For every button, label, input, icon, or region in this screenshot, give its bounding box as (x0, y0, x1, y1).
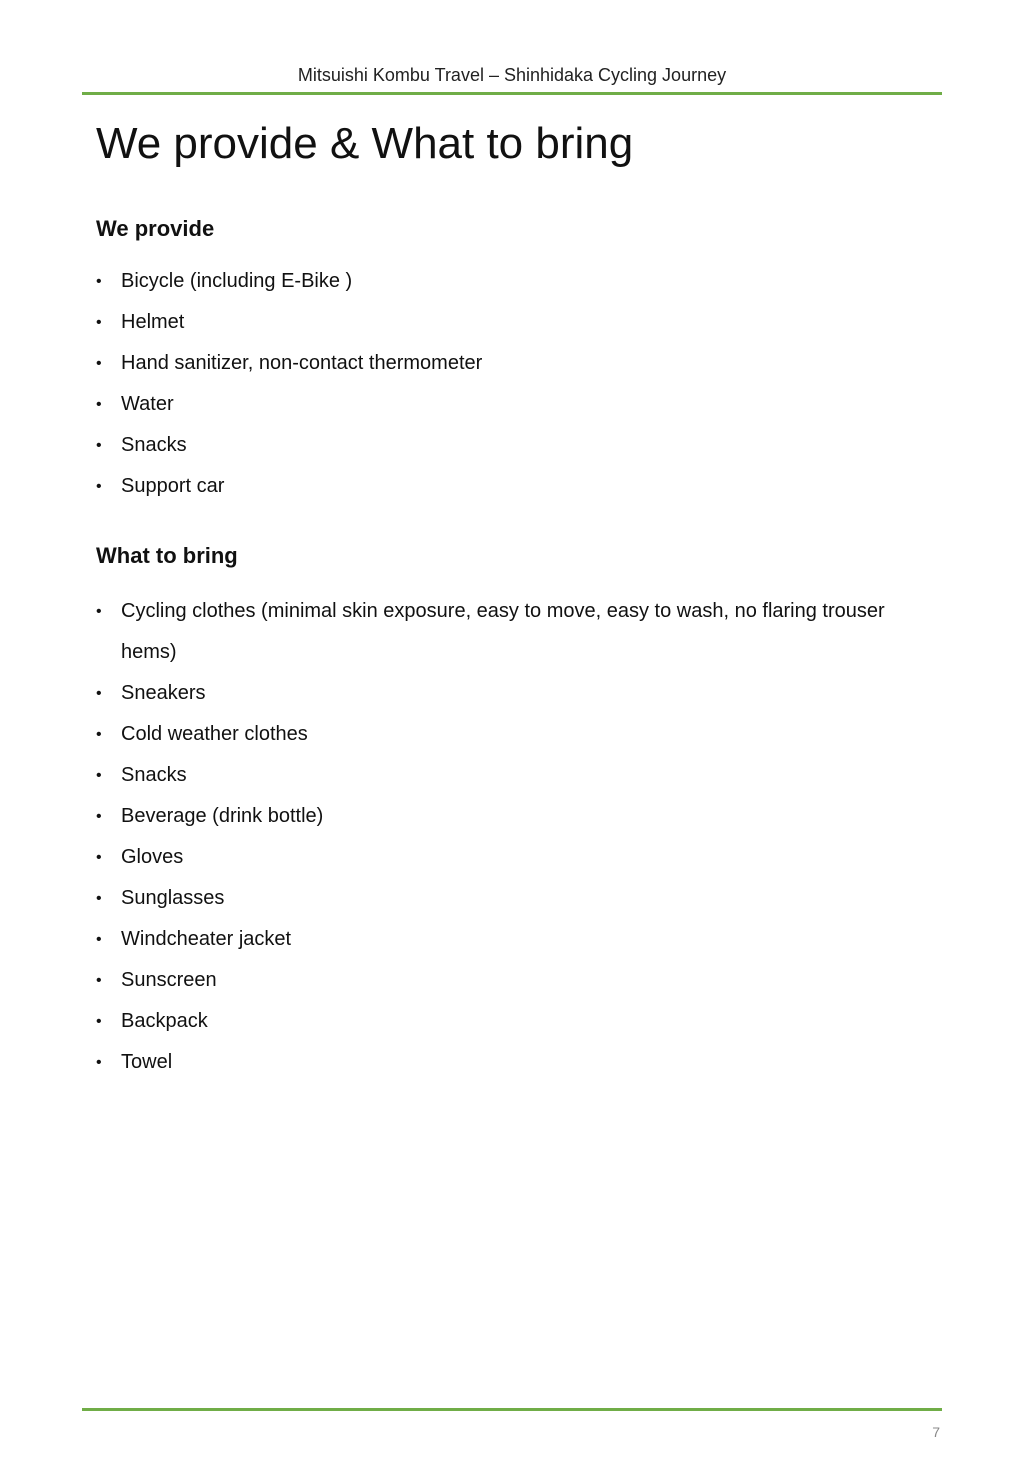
bullet-icon: • (96, 396, 102, 413)
list-item-text: Bicycle (including E-Bike ) (121, 270, 353, 292)
what-to-bring-list (96, 591, 926, 1083)
list-item-text: Snacks (121, 764, 187, 786)
bullet-icon: • (96, 931, 102, 948)
list-item-text: Sunscreen (121, 969, 217, 991)
section-heading-we-provide: We provide (96, 216, 215, 241)
list-item-text: Support car (121, 475, 225, 497)
bullet-icon: • (96, 478, 102, 495)
bullet-icon: • (96, 849, 102, 866)
list-item (96, 261, 926, 302)
bullet-icon: • (96, 972, 102, 989)
list-item (96, 591, 926, 673)
bullet-icon: • (96, 603, 102, 620)
bullet-icon: • (96, 1013, 102, 1030)
list-item (96, 384, 926, 425)
list-item-text: Cold weather clothes (121, 723, 308, 745)
list-item (96, 466, 926, 507)
we-provide-list (96, 261, 926, 507)
bullet-icon: • (96, 437, 102, 454)
bullet-icon: • (96, 355, 102, 372)
list-item-text: Hand sanitizer, non-contact thermometer (121, 352, 483, 374)
list-item-text: Towel (121, 1051, 173, 1073)
bullet-icon: • (96, 685, 102, 702)
page-title: We provide & What to bring (96, 119, 634, 168)
list-item-text: Beverage (drink bottle) (121, 805, 324, 827)
list-item (96, 673, 926, 714)
list-item-text: Helmet (121, 311, 185, 333)
header-divider (82, 92, 942, 95)
list-item-text: Sneakers (121, 682, 206, 704)
running-header: Mitsuishi Kombu Travel – Shinhidaka Cycling Journey (297, 65, 727, 85)
list-item-text: Windcheater jacket (121, 928, 292, 950)
bullet-icon: • (96, 314, 102, 331)
list-item (96, 878, 926, 919)
list-item-text: Backpack (121, 1010, 208, 1032)
list-item (96, 837, 926, 878)
page-number: 7 (932, 1424, 940, 1440)
bullet-icon: • (96, 1054, 102, 1071)
list-item (96, 796, 926, 837)
list-item (96, 919, 926, 960)
footer-divider (82, 1408, 942, 1411)
bullet-icon: • (96, 767, 102, 784)
list-item (96, 755, 926, 796)
list-item-text: Gloves (121, 846, 184, 868)
list-item (96, 343, 926, 384)
section-heading-what-to-bring: What to bring (96, 543, 238, 568)
list-item-text: Sunglasses (121, 887, 225, 909)
list-item (96, 714, 926, 755)
list-item-text: Cycling clothes (minimal skin exposure, easy to move, easy to wash, no flaring trouser hems) (121, 600, 885, 663)
bullet-icon: • (96, 273, 102, 290)
list-item (96, 425, 926, 466)
list-item (96, 960, 926, 1001)
bullet-icon: • (96, 808, 102, 825)
list-item (96, 302, 926, 343)
list-item-text: Snacks (121, 434, 187, 456)
bullet-icon: • (96, 890, 102, 907)
list-item (96, 1042, 926, 1083)
list-item (96, 1001, 926, 1042)
list-item-text: Water (121, 393, 174, 415)
bullet-icon: • (96, 726, 102, 743)
